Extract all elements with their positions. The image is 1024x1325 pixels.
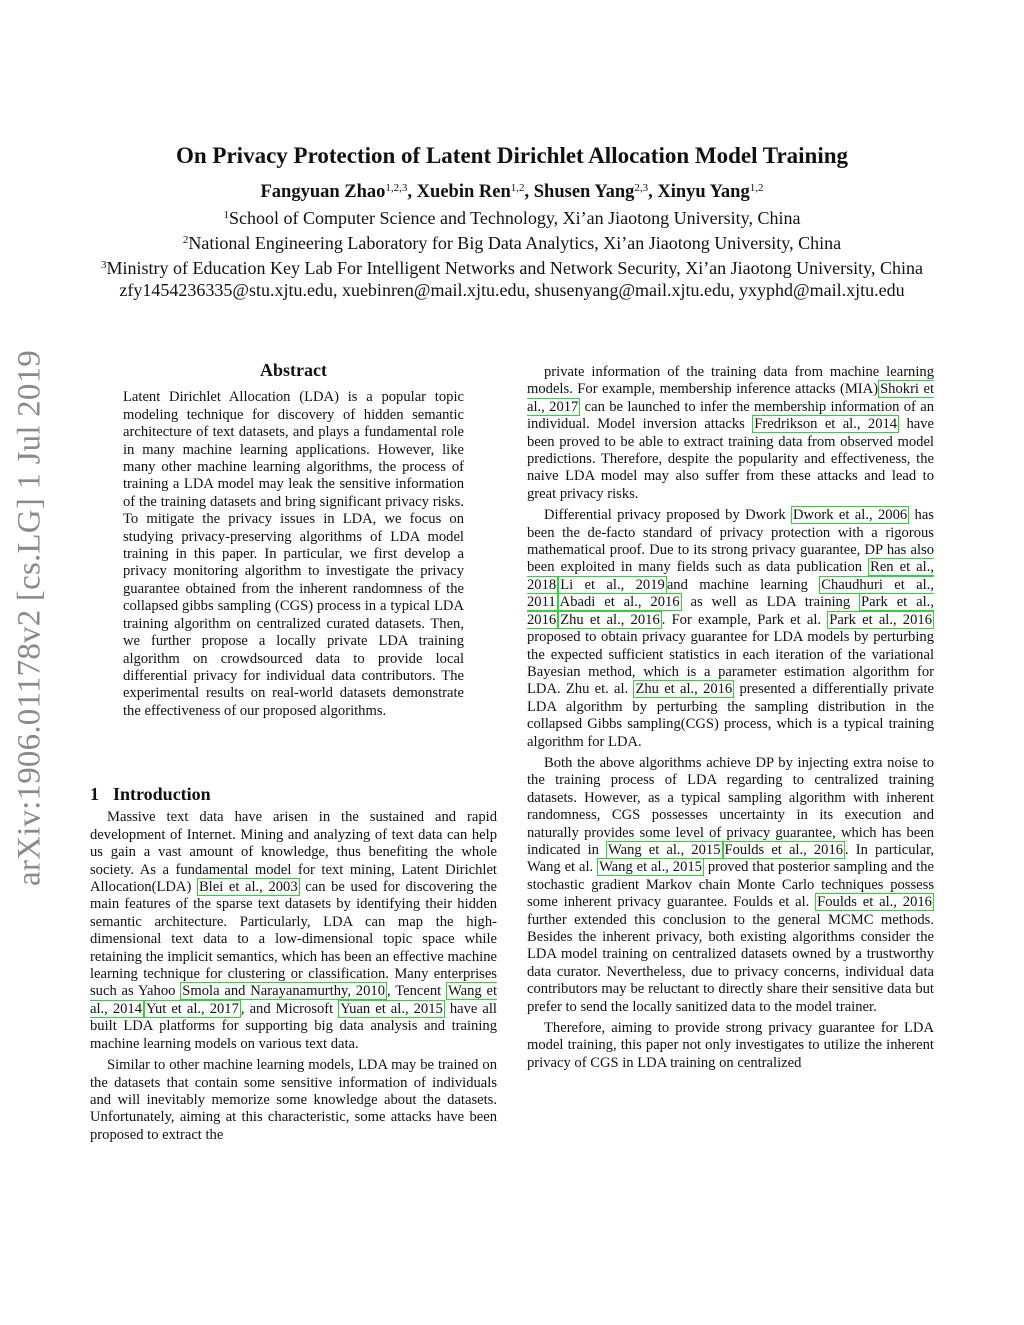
author-affiliation-mark: 1,2 (510, 182, 525, 194)
paragraph (527, 1020, 934, 1072)
citation-link[interactable]: Li et al., 2019 (560, 576, 665, 593)
citation-link[interactable]: Park et al., 2016 (829, 611, 932, 628)
citation-link[interactable]: Foulds et al., 2016 (817, 894, 932, 911)
paragraph-text: can be launched to infer the membership information of an individual. Model inversion attacks (527, 398, 934, 433)
paragraph (527, 364, 934, 503)
citation-link[interactable]: Dwork et al., 2006 (793, 507, 908, 524)
paragraph-text: as well as LDA training (681, 594, 860, 611)
author-name: Shusen Yang (533, 182, 635, 202)
paper-title: On Privacy Protection of Latent Dirichlet Allocation Model Training (175, 143, 849, 168)
paragraph-text: private information of the training data from machine learning models. For example, membership inference attacks (MIA) (527, 364, 934, 398)
paragraph-text: , Tencent (387, 983, 446, 1000)
citation-link[interactable]: Blei et al., 2003 (198, 879, 298, 896)
section-heading (90, 786, 497, 803)
citation-link[interactable]: Foulds et al., 2016 (724, 841, 844, 858)
section-title: Introduction (113, 784, 211, 804)
citation-link[interactable]: Smola and Narayanamurthy, 2010 (182, 983, 385, 1000)
paragraph-text: and machine learning (666, 576, 820, 593)
paragraph (527, 507, 934, 751)
paragraph-text: . For example, Park et al. (661, 611, 828, 628)
paragraph-text: . In particular, Wang et al. (527, 841, 934, 876)
paragraph (90, 1057, 497, 1144)
left-column (90, 786, 497, 1144)
author-name: Fangyuan Zhao (260, 182, 386, 202)
citation-link[interactable]: Wang et al., 2015 (599, 859, 702, 876)
author-name: Xuebin Ren (416, 182, 511, 202)
abstract-text: Latent Dirichlet Allocation (LDA) is a popular topic modeling technique for discovery of hidden semantic architecture of text datasets, and plays a fundamental role in many machine learning applications. However, like many other machine learning algorithms, the process of training a LDA model may leak the sensitive information of the training datasets and bring significant privacy risks. To mitigate the privacy issues in LDA, we focus on studying privacy-preserving algorithms of LDA model training in this paper. In particular, we first develop a privacy monitoring algorithm to investigate the privacy guarantee obtained from the inherent randomness of the collapsed gibbs sampling (CGS) process in a typical LDA training algorithm on centralized curated datasets. Then, we further propose a locally private LDA training algorithm on crowdsourced data to provide local differential privacy for individual data contributors. The experimental results on real-world datasets demonstrate the effectiveness of our proposed algorithms. (123, 389, 464, 719)
author-affiliation-mark: 2,3 (634, 182, 649, 194)
paragraph-text: Therefore, aiming to provide strong privacy guarantee for LDA model training, this paper not only investigates to utilize the inherent privacy of CGS in LDA training on centralized (527, 1020, 934, 1071)
paragraph-text: Massive text data have arisen in the sustained and rapid development of Internet. Mining and analyzing of text data can help us gain a vast amount of knowledge, thus benefiting the whole society. As a fundamental model for text mining, Latent Dirichlet Allocation(LDA) (90, 809, 497, 896)
citation-link[interactable]: Chaudhuri et al., 2011 (527, 576, 934, 611)
right-column (527, 364, 934, 1072)
paragraph-text: has been the de-facto standard of privacy protection with a rigorous mathematical proof. Due to its strong privacy guarantee, DP has also been exploited in many fields such as data publication (527, 507, 934, 576)
left-column-body (90, 809, 497, 1144)
author-separator: , (407, 182, 417, 202)
paragraph-text: proved that posterior sampling and the stochastic gradient Markov chain Monte Carlo techniques possess some inherent privacy guarantee. Foulds et al. (527, 859, 934, 911)
abstract-block (123, 362, 464, 720)
citation-link[interactable]: Yuan et al., 2015 (340, 1000, 443, 1017)
affiliation-text: School of Computer Science and Technology, Xi’an Jiaotong University, China (229, 208, 801, 228)
abstract-heading: Abstract (260, 360, 327, 380)
paragraph-text: further extended this conclusion to the general MCMC methods. Besides the inherent privacy, both existing algorithms consider the LDA model training on centralized datasets owned by a trustworthy data curator. Nevertheless, due to privacy concerns, individual data contributors may be reluctant to directly share their sensitive data but prefer to send the locally sanitized data to the model trainer. (527, 911, 934, 1015)
right-column-body (527, 364, 934, 1072)
affiliation (80, 254, 944, 279)
author-name: Xinyu Yang (657, 182, 750, 202)
author-separator: , (524, 182, 534, 202)
paragraph-text: Differential privacy proposed by Dwork (544, 507, 791, 524)
author-affiliation-mark: 1,2 (749, 182, 764, 194)
affiliation-number: 1 (223, 209, 230, 221)
affiliation-number: 2 (182, 234, 189, 246)
paragraph-text: , and Microsoft (240, 1000, 339, 1017)
paragraph-text: Both the above algorithms achieve DP by injecting extra noise to the training process of LDA regarding to centralized training datasets. However, as a typical sampling algorithm with inherent randomness, CGS possesses uncertainty in its execution and naturally provides some level of privacy guarantee, which has been indicated in (527, 754, 934, 858)
paragraph-text: can be used for discovering the main features of the sparse text datasets by identifying their hidden semantic architecture. Particularly, LDA can map the high-dimensional text data to a low-dimensional topic space while retaining the implicit semantics, which has been an effective machine learning technique for clustering or classification. Many enterprises such as Yahoo (90, 879, 497, 1000)
author-separator: , (648, 182, 658, 202)
citation-link[interactable]: Shokri et al., 2017 (527, 381, 934, 415)
affiliation-text: Ministry of Education Key Lab For Intelligent Networks and Network Security, Xi’an Jiaotong University, China (106, 258, 923, 278)
paragraph-text: have all built LDA platforms for supporting big data analysis and training machine learning models on various text data. (90, 1000, 497, 1052)
citation-link[interactable]: Zhu et al., 2016 (635, 681, 733, 698)
arxiv-stamp (0, 340, 60, 895)
citation-link[interactable]: Zhu et al., 2016 (560, 611, 660, 628)
citation-link[interactable]: Wang et al., 2015 (608, 841, 721, 858)
paragraph-text: have been proved to be able to extract training data from observed model predictions. Therefore, despite the popularity and effectiveness, the naive LDA model may also suffer from these attacks and lead to great privacy risks. (527, 416, 935, 502)
author-list (80, 176, 944, 204)
author-affiliation-mark: 1,2,3 (385, 182, 408, 194)
affiliation-number: 3 (100, 259, 107, 271)
paragraph-text: Similar to other machine learning models, LDA may be trained on the datasets that contain some sensitive information of individuals and will inevitably memorize some knowledge about the datasets. Unfortunately, aiming at this characteristic, some attacks have been proposed to extract the (90, 1057, 497, 1143)
affiliation-list (80, 204, 944, 279)
paragraph-text: proposed to obtain privacy guarantee for LDA models by perturbing the expected sufficient statistics in each iteration of the variational Bayesian method, which is a parameter estimation algorithm for LDA. Zhu et. al. (527, 629, 934, 698)
paper-header (80, 143, 944, 301)
citation-link[interactable]: Wang et al., 2014 (90, 983, 498, 1017)
arxiv-identifier: arXiv:1906.01178v2 [cs.LG] 1 Jul 2019 (11, 349, 48, 886)
citation-link[interactable]: Ren et al., 2018 (527, 559, 934, 593)
citation-link[interactable]: Park et al., 2016 (527, 594, 934, 628)
paragraph (90, 809, 497, 1053)
citation-link[interactable]: Yut et al., 2017 (146, 1000, 239, 1017)
affiliation (80, 204, 944, 229)
paragraph (527, 755, 934, 1016)
citation-link[interactable]: Abadi et al., 2016 (559, 594, 680, 611)
email-list: zfy1454236335@stu.xjtu.edu, xuebinren@mail.xjtu.edu, shusenyang@mail.xjtu.edu, yxyphd@mail.xjtu.edu (119, 280, 905, 300)
affiliation (80, 229, 944, 254)
affiliation-text: National Engineering Laboratory for Big Data Analytics, Xi’an Jiaotong University, China (188, 233, 842, 253)
section-number: 1 (90, 784, 99, 804)
paragraph-text: presented a differentially private LDA algorithm by perturbing the sampling distribution in the collapsed Gibbs sampling(CGS) process, which is a typical training algorithm for LDA. (527, 681, 934, 750)
citation-link[interactable]: Fredrikson et al., 2014 (754, 416, 898, 433)
